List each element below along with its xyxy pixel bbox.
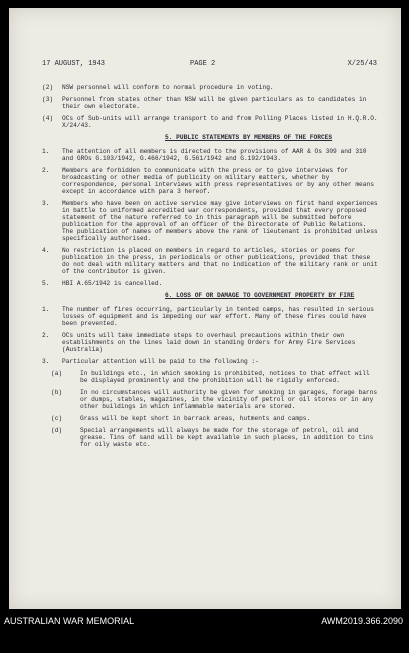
header-page: PAGE 2 bbox=[190, 60, 216, 68]
list-item: (b) In no circumstances will authority be given for smoking in garages, forage barns or dumps, stables, magazines, in the vicinity of petrol or oil stores or in any other buildings in which inflammable materials are stored. bbox=[51, 389, 381, 410]
list-item: 3. Members who have been on active service may give interviews on first hand experiences in battle to uniformed accredited war correspondents, provided that every proposed statement of the nature referred to in this paragraph will be submitted before publication for the approval of an officer of the Directorate of Public Relations. The publication of names of members above the rank of lieutenant is prohibited unless specifically authorised. bbox=[42, 200, 382, 242]
list-item: 3. Particular attention will be paid to the following :- bbox=[42, 358, 259, 365]
list-item: 5. HBI A.65/1942 is cancelled. bbox=[42, 280, 163, 287]
list-item: (3) Personnel from states other than NSW will be given particulars as to candidates in their own electorate. bbox=[42, 96, 371, 110]
list-item: 4. No restriction is placed on members in regard to articles, stories or poems for publication in the press, in periodicals or other publications, provided that these do not deal with military matters and that no indication of the military rank or unit of the contributor is given. bbox=[42, 247, 382, 275]
document-page bbox=[9, 8, 401, 609]
list-item: 2. OCs units will take immediate steps to overhaul precautions within their own establishments on the lines laid down in standing Orders for Army Fire Services (Australia) bbox=[42, 332, 360, 353]
header-ref: X/25/43 bbox=[347, 60, 377, 68]
list-item: 2. Members are forbidden to communicate with the press or to give interviews for broadcasting or other media of publicity on military matters, whether by correspondence, personal interviews with press representatives or by any other means except in accordance with para 3 hereof. bbox=[42, 167, 378, 195]
header-date: 17 AUGUST, 1943 bbox=[42, 60, 106, 68]
list-item: (c) Grass will be kept short in barrack areas, hutments and camps. bbox=[51, 415, 311, 422]
document-body bbox=[9, 84, 401, 453]
page-header bbox=[42, 60, 377, 70]
footer-accession-number: AWM2019.366.2090 bbox=[321, 616, 403, 626]
list-item: (4) OCs of Sub-units will arrange transport to and from Polling Places listed in H.Q.R.O. X/24/43. bbox=[42, 115, 382, 129]
list-item: (2) NSW personnel will conform to normal procedure in voting. bbox=[42, 84, 274, 91]
list-item: 1. The attention of all members is directed to the provisions of AAR & Os 309 and 310 and GROs G.103/1942, G.466/1942, G.561/1942 and G.192/1943. bbox=[42, 148, 371, 162]
footer-institution: AUSTRALIAN WAR MEMORIAL bbox=[4, 616, 135, 626]
list-item: (d) Special arrangements will always be made for the storage of petrol, oil and grease. Tins of sand will be kept available in such places, in addition to tins for oily waste etc. bbox=[51, 427, 378, 448]
archive-footer bbox=[0, 612, 409, 642]
list-item: (a) In buildings etc., in which smoking is prohibited, notices to that effect will be displayed prominently and the prohibition will be rigidly enforced. bbox=[51, 370, 374, 384]
section-5-heading: 5. PUBLIC STATEMENTS BY MEMBERS OF THE FORCES bbox=[165, 134, 333, 141]
section-6-heading: 6. LOSS OF OR DAMAGE TO GOVERNMENT PROPERTY BY FIRE bbox=[165, 292, 355, 299]
list-item: 1. The number of fires occurring, particularly in tented camps, has resulted in serious losses of equipment and is impeding our war effort. Many of these fires could have been prevented. bbox=[42, 306, 378, 327]
